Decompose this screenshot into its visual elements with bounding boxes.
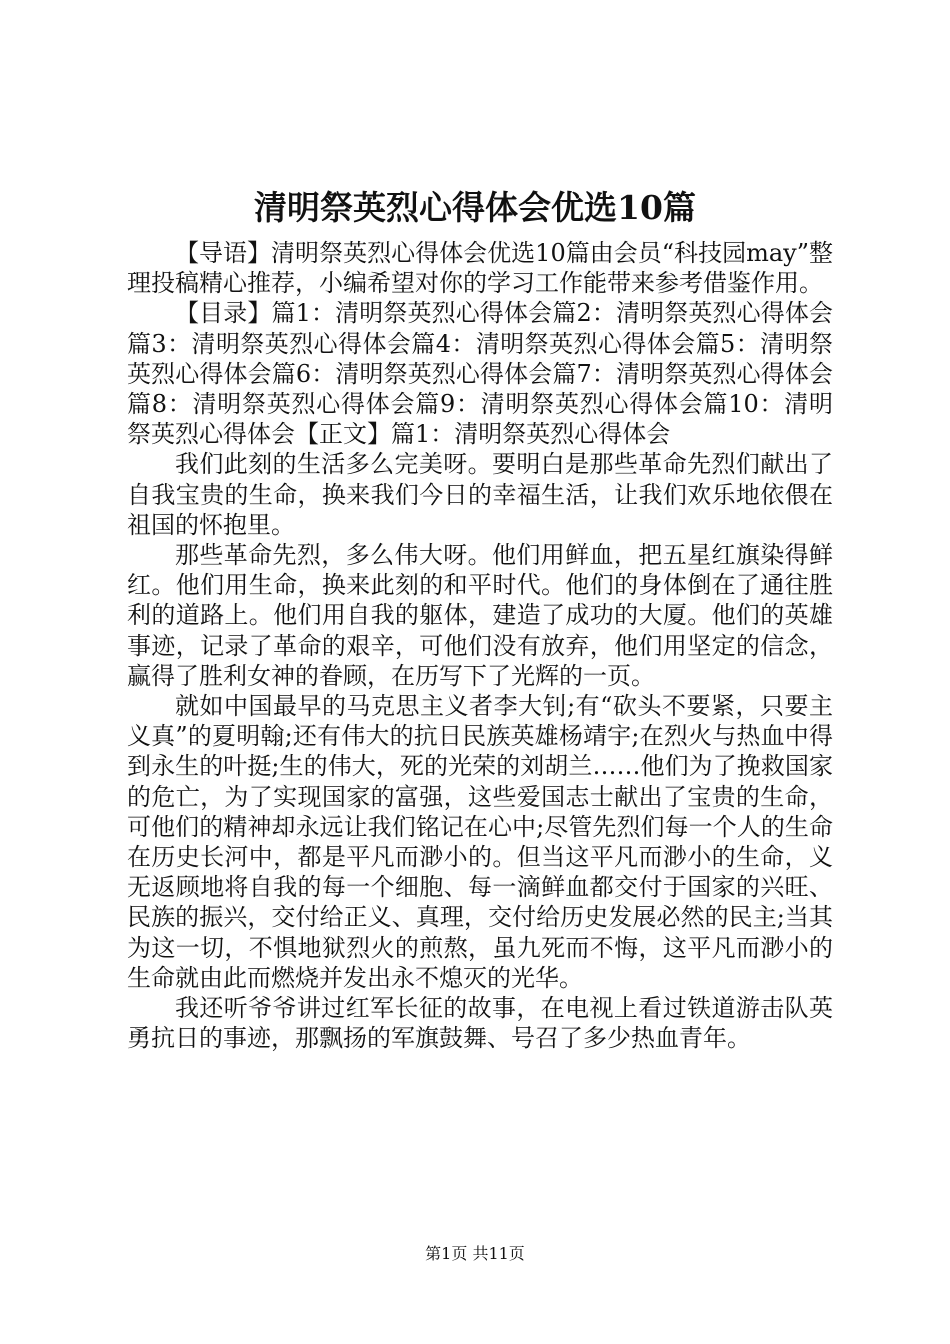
page-footer: 第1页 共11页: [425, 1244, 525, 1263]
document-body: [127, 238, 833, 1053]
document-title: 清明祭英烈心得体会优选10篇: [254, 188, 696, 227]
body-paragraph: 就如中国最早的马克思主义者李大钊;有“砍头不要紧，只要主义真”的夏明翰;还有伟大的抗日民族英雄杨靖宇;在烈火与热血中得到永生的叶挺;生的伟大，死的光荣的刘胡兰……他们为了挽救国家的危亡，为了实现国家的富强，这些爱国志士献出了宝贵的生命，可他们的精神却永远让我们铭记在心中;尽管先烈们每一个人的生命在历史长河中，都是平凡而渺小的。但当这平凡而渺小的生命，义无返顾地将自我的每一个细胞、每一滴鲜血都交付于国家的兴旺、民族的振兴，交付给正义、真理，交付给历史发展必然的民主;当其为这一切，不惧地狱烈火的煎熬，虽九死而不悔，这平凡而渺小的生命就由此而燃烧并发出永不熄灭的光华。: [127, 692, 833, 992]
body-paragraph: 我还听爷爷讲过红军长征的故事，在电视上看过铁道游击队英勇抗日的事迹，那飘扬的军旗鼓舞、号召了多少热血青年。: [127, 994, 833, 1053]
body-paragraph: 我们此刻的生活多么完美呀。要明白是那些革命先烈们献出了自我宝贵的生命，换来我们今日的幸福生活，让我们欢乐地依偎在祖国的怀抱里。: [127, 450, 833, 539]
table-of-contents-paragraph: 【目录】篇1：清明祭英烈心得体会篇2：清明祭英烈心得体会篇3：清明祭英烈心得体会篇4：清明祭英烈心得体会篇5：清明祭英烈心得体会篇6：清明祭英烈心得体会篇7：清明祭英烈心得体会篇8：清明祭英烈心得体会篇9：清明祭英烈心得体会篇10：清明祭英烈心得体会【正文】篇1：清明祭英烈心得体会: [127, 299, 833, 449]
intro-paragraph: 【导语】清明祭英烈心得体会优选10篇由会员“科技园may”整理投稿精心推荐，小编希望对你的学习工作能带来参考借鉴作用。: [127, 239, 833, 298]
body-paragraph: 那些革命先烈，多么伟大呀。他们用鲜血，把五星红旗染得鲜红。他们用生命，换来此刻的和平时代。他们的身体倒在了通往胜利的道路上。他们用自我的躯体，建造了成功的大厦。他们的英雄事迹，记录了革命的艰辛，可他们没有放弃，他们用坚定的信念，赢得了胜利女神的眷顾，在历写下了光辉的一页。: [127, 541, 833, 690]
